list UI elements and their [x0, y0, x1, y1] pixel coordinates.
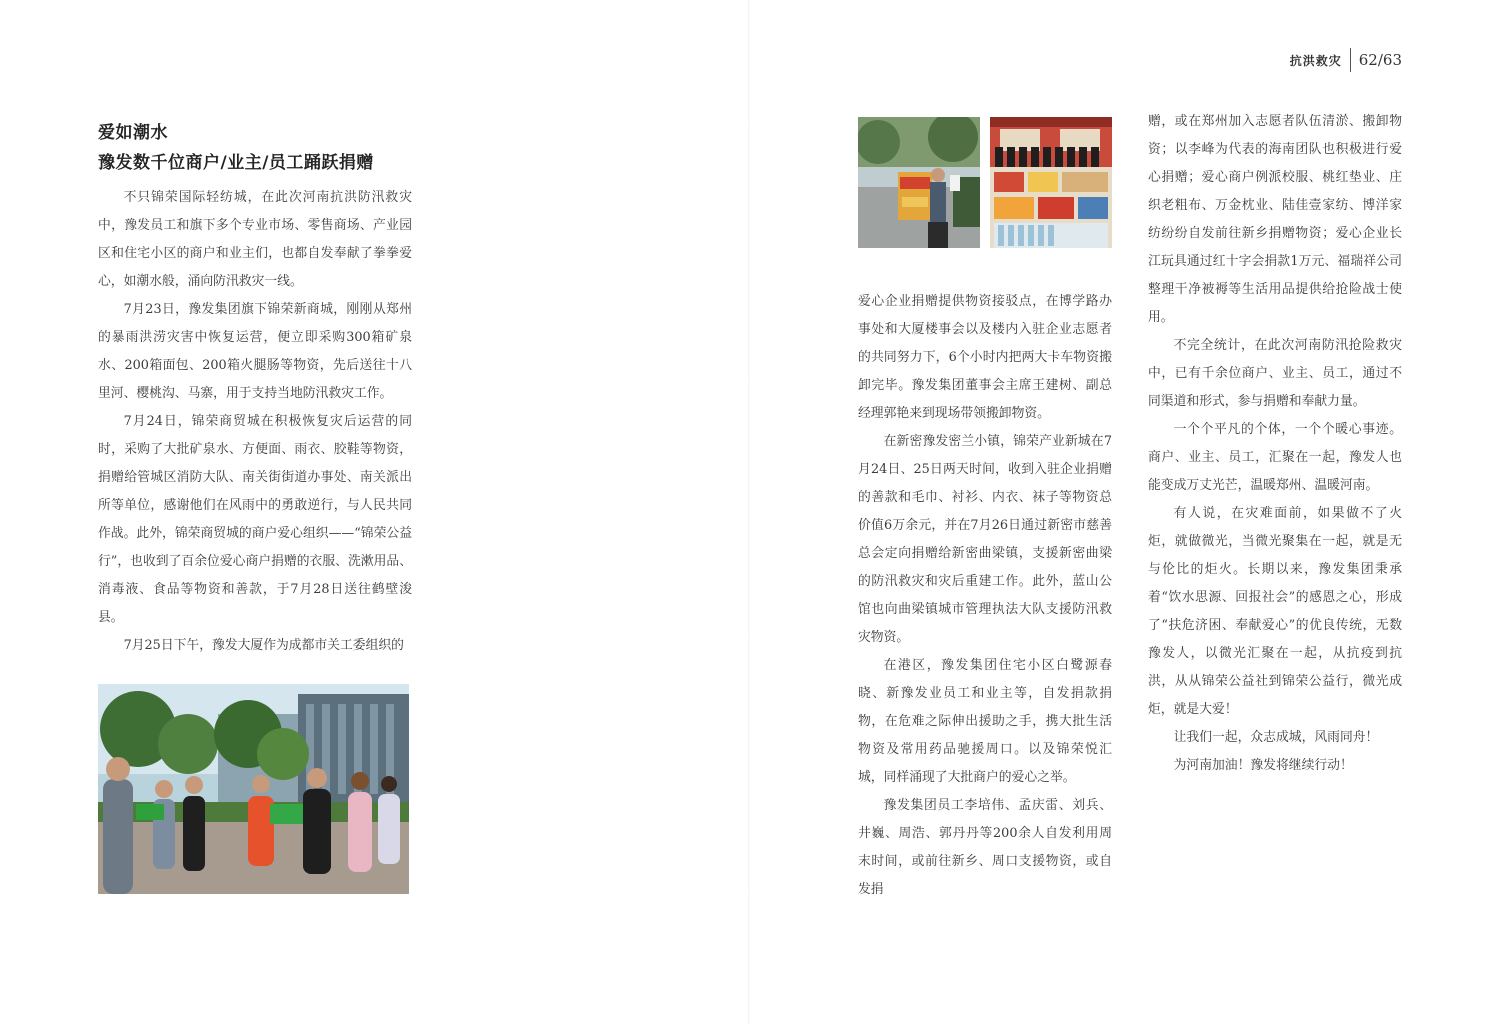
article-title [98, 118, 374, 178]
article-title-line2: 豫发数千位商户/业主/员工踊跃捐赠 [98, 153, 374, 173]
donated-goods-photo [990, 117, 1112, 248]
paragraph: 在新密豫发密兰小镇，锦荣产业新城在7月24日、25日两天时间，收到入驻企业捐赠的善款和毛巾、衬衫、内衣、袜子等物资总价值6万余元，并在7月26日通过新密市慈善总会定向捐赠给新密曲梁镇，支援新密曲梁的防汛救灾和灾后重建工作。此外，蓝山公馆也向曲梁镇城市管理执法大队支援防汛救灾物资。 [858, 434, 1112, 645]
paragraph: 在港区，豫发集团住宅小区白鹭源春晓、新豫发业员工和业主等，自发捐款捐物，在危难之际伸出援助之手，携大批生活物资及常用药品驰援周口。以及锦荣悦汇城，同样涌现了大批商户的爱心之举。 [858, 658, 1112, 785]
paragraph: 赠，或在郑州加入志愿者队伍清淤、搬卸物资；以李峰为代表的海南团队也积极进行爱心捐赠；爱心商户例派校服、桃红垫业、庄织老粗布、万金枕业、陆佳壹家纺、博洋家纺纷纷自发前往新乡捐赠物资；爱心企业长江玩具通过红十字会捐款1万元、福瑞祥公司整理干净被褥等生活用品提供给抢险战士使用。 [1148, 114, 1402, 325]
right-column-text [1148, 108, 1402, 780]
article-title-line1: 爱如潮水 [98, 123, 168, 143]
paragraph: 让我们一起，众志成城，风雨同舟！ [1173, 730, 1379, 745]
middle-column-text [858, 288, 1112, 904]
series-title: 抗洪救灾 [1289, 53, 1342, 68]
paragraph: 有人说，在灾难面前，如果做不了火炬，就做微光，当微光聚集在一起，就是无与伦比的炬火。长期以来，豫发集团秉承着“饮水思源、回报社会”的感恩之心，形成了“扶危济困、奉献爱心”的优良传统，无数豫发人，以微光汇聚在一起，从抗疫到抗洪，从从锦荣公益社到锦荣公益行，微光成炬，就是大爱！ [1148, 506, 1402, 717]
paragraph: 豫发集团员工李培伟、孟庆雷、刘兵、井巍、周浩、郭丹丹等200余人自发利用周末时间，或前往新乡、周口支援物资，或自发捐 [858, 798, 1112, 897]
paragraph: 一个个平凡的个体，一个个暖心事迹。商户、业主、员工，汇聚在一起，豫发人也能变成万丈光芒，温暖郑州、温暖河南。 [1148, 422, 1402, 493]
paragraph: 7月25日下午，豫发大厦作为成都市关工委组织的 [123, 638, 404, 653]
paragraph: 爱心企业捐赠提供物资接驳点，在博学路办事处和大厦楼事会以及楼内入驻企业志愿者的共同努力下，6个小时内把两大卡车物资搬卸完毕。豫发集团董事会主席王建树、副总经理郭艳来到现场带领搬卸物资。 [858, 294, 1112, 421]
paragraph: 7月23日，豫发集团旗下锦荣新商城，刚刚从郑州的暴雨洪涝灾害中恢复运营，便立即采购300箱矿泉水、200箱面包、200箱火腿肠等物资，先后送往十八里河、樱桃沟、马寨，用于支持当地防汛救灾工作。 [98, 302, 412, 401]
volunteers-photo [98, 684, 409, 894]
header-divider [1350, 48, 1351, 72]
paragraph: 为河南加油！豫发将继续行动！ [1173, 758, 1353, 773]
page-numbers: 62/63 [1358, 51, 1402, 69]
paragraph: 不完全统计，在此次河南防汛抢险救灾中，已有千余位商户、业主、员工，通过不同渠道和形式，参与捐赠和奉献力量。 [1148, 338, 1402, 409]
carrying-supplies-photo [858, 117, 980, 248]
left-column-text [98, 184, 412, 660]
paragraph: 不只锦荣国际轻纺城，在此次河南抗洪防汛救灾中，豫发员工和旗下多个专业市场、零售商场、产业园区和住宅小区的商户和业主们，也都自发奉献了拳拳爱心，如潮水般，涌向防汛救灾一线。 [98, 190, 412, 289]
paragraph: 7月24日，锦荣商贸城在积极恢复灾后运营的同时，采购了大批矿泉水、方便面、雨衣、胶鞋等物资，捐赠给管城区消防大队、南关街街道办事处、南关派出所等单位，感谢他们在风雨中的勇敢逆行，与人民共同作战。此外，锦荣商贸城的商户爱心组织——“锦荣公益行”，也收到了百余位爱心商户捐赠的衣服、洗漱用品、消毒液、食品等物资和善款，于7月28日送往鹤壁浚县。 [98, 414, 412, 625]
page-header [1290, 48, 1402, 72]
